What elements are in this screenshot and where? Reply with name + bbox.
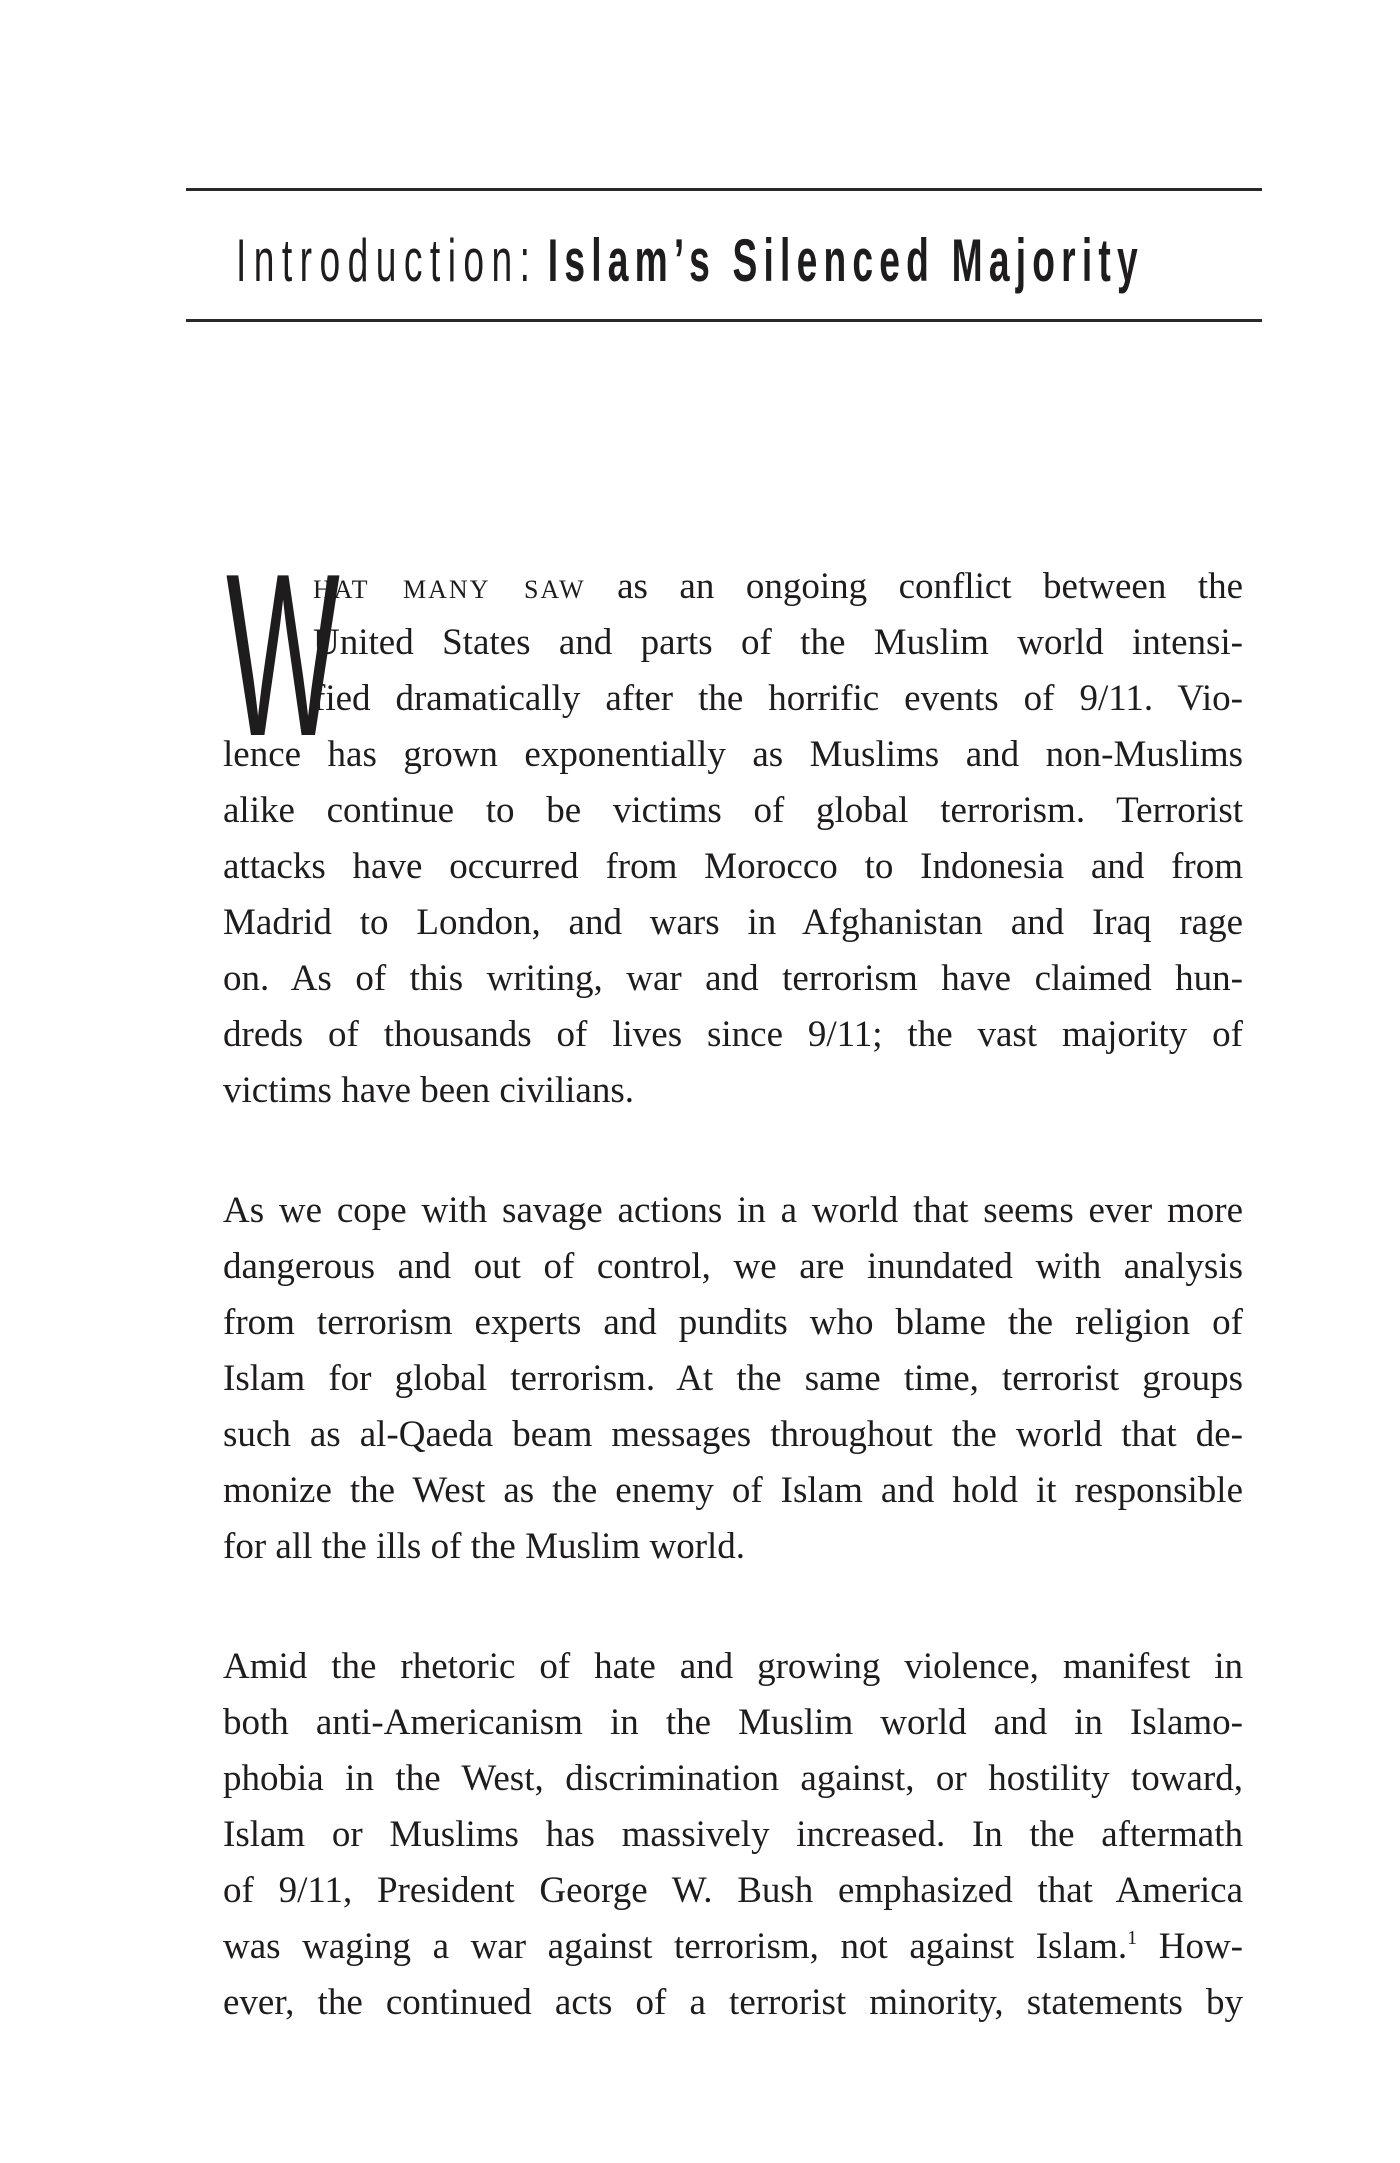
- paragraph-line: lence has grown exponentially as Muslims and non-Muslims: [223, 734, 1243, 775]
- paragraph-line: Amid the rhetoric of hate and growing violence, manifest in: [223, 1646, 1243, 1687]
- chapter-title-prefix: Introduction:: [236, 227, 538, 294]
- paragraph-line: such as al-Qaeda beam messages throughout the world that de-: [223, 1414, 1243, 1455]
- paragraph-line: monize the West as the enemy of Islam and hold it responsible: [223, 1470, 1243, 1511]
- paragraph-line: United States and parts of the Muslim world intensi-: [313, 622, 1243, 663]
- paragraph-line: As we cope with savage actions in a world that seems ever more: [223, 1190, 1243, 1231]
- chapter-title-main: Islam’s Silenced Majority: [547, 227, 1144, 294]
- paragraph-line: attacks have occurred from Morocco to Indonesia and from: [223, 846, 1243, 887]
- paragraph-line: phobia in the West, discrimination against, or hostility toward,: [223, 1758, 1243, 1799]
- chapter-title: [236, 226, 1144, 296]
- paragraph-line: of 9/11, President George W. Bush emphasized that America: [223, 1870, 1243, 1911]
- paragraph-line: victims have been civilians.: [223, 1070, 634, 1111]
- paragraph-line: Islam for global terrorism. At the same time, terrorist groups: [223, 1358, 1243, 1399]
- line-text: as an ongoing conflict between the: [585, 566, 1244, 607]
- paragraph-line: dreds of thousands of lives since 9/11; the vast majority of: [223, 1014, 1243, 1055]
- header-rule-top: [186, 188, 1262, 191]
- paragraph-line: on. As of this writing, war and terrorism have claimed hun-: [223, 958, 1243, 999]
- line-text: was waging a war against terrorism, not against Islam.: [223, 1926, 1128, 1967]
- paragraph-line: [313, 559, 1243, 615]
- paragraph-line: Madrid to London, and wars in Afghanistan and Iraq rage: [223, 902, 1243, 943]
- footnote-marker[interactable]: 1: [1127, 1927, 1138, 1949]
- paragraph-line: from terrorism experts and pundits who blame the religion of: [223, 1302, 1243, 1343]
- paragraph-line: alike continue to be victims of global terrorism. Terrorist: [223, 790, 1243, 831]
- line-text: How-: [1137, 1926, 1243, 1967]
- paragraph-line: dangerous and out of control, we are inundated with analysis: [223, 1246, 1243, 1287]
- paragraph-line: Islam or Muslims has massively increased. In the aftermath: [223, 1814, 1243, 1855]
- paragraph-line: [223, 1919, 1243, 1975]
- smallcaps-lead: hat many saw: [313, 566, 586, 607]
- paragraph-line: for all the ills of the Muslim world.: [223, 1526, 746, 1567]
- drop-cap: W: [226, 526, 340, 785]
- paragraph-line: ever, the continued acts of a terrorist minority, statements by: [223, 1982, 1243, 2023]
- paragraph-line: fied dramatically after the horrific events of 9/11. Vio-: [313, 678, 1243, 719]
- header-rule-bottom: [186, 319, 1262, 322]
- paragraph-line: both anti-Americanism in the Muslim world and in Islamo-: [223, 1702, 1243, 1743]
